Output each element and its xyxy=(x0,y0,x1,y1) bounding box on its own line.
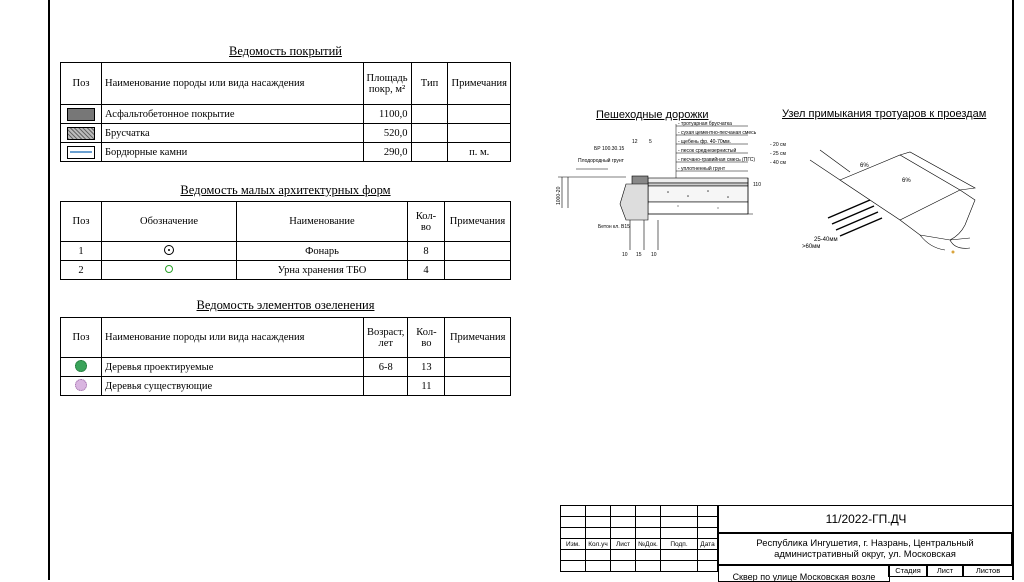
thickness-3: - 40 см xyxy=(770,160,786,166)
table-row: 2 Урна хранения ТБО 4 xyxy=(61,261,511,280)
curb-height-label: >60мм xyxy=(802,244,821,250)
thickness-2: - 25 см xyxy=(770,151,786,157)
layer-5-label: - песчано-гравийная смесь (ПГС) xyxy=(678,157,756,163)
dim-right: 110 xyxy=(753,182,761,188)
layer-1-label: - тротуарная брусчатка xyxy=(678,121,732,127)
table-row: Брусчатка 520,0 xyxy=(61,124,511,143)
junction-title: Узел примыкания тротуаров к проездам xyxy=(782,108,987,120)
soil-label: Плодородный грунт xyxy=(578,158,624,164)
frame-right-border xyxy=(1012,0,1014,580)
slope-label-2: 6% xyxy=(902,178,911,184)
dim-left: 1000-20 xyxy=(556,186,562,205)
table-row: Деревья существующие 11 xyxy=(61,377,511,396)
dim-top-1: 12 xyxy=(632,139,638,145)
layer-4-label: - песок среднезернистый xyxy=(678,148,737,154)
stamp-sheet-header: Лист xyxy=(926,565,964,577)
lamp-icon xyxy=(164,245,174,255)
urn-icon xyxy=(165,265,173,273)
kerb-label: БР 100.30.15 xyxy=(594,146,625,152)
col-name: Наименование породы или вида насаждения xyxy=(101,63,363,105)
layer-6-label: - уплотненный грунт xyxy=(678,166,726,172)
table-row: Деревья проектируемые 6-8 13 xyxy=(61,358,511,377)
path-section-title: Пешеходные дорожки xyxy=(596,109,709,121)
col-note: Примечания xyxy=(448,63,511,105)
path-section-drawing xyxy=(548,120,798,265)
dim-top-2: 5 xyxy=(649,139,652,145)
maf-table: Поз Обозначение Наименование Кол-во Примечания 1 Фонарь 8 2 Урна хранения ТБО 4 xyxy=(60,201,511,280)
coverings-table xyxy=(60,62,511,162)
stamp-revisions-grid: Изм. Кол.уч Лист №Док. Подп. Дата xyxy=(560,505,718,572)
col-area: Площадь покр, м² xyxy=(363,63,411,105)
curb-gap-label: 25-40мм xyxy=(814,237,838,243)
stamp-object: Сквер по улице Московская возле xyxy=(718,565,890,582)
greenery-title: Ведомость элементов озеленения xyxy=(196,298,375,312)
stamp-sheets-header: Листов xyxy=(962,565,1014,577)
junction-drawing xyxy=(800,140,1005,260)
layer-3-label: - щебень фр. 40-70мм. xyxy=(678,139,731,145)
dim-bottom-3: 10 xyxy=(651,252,657,258)
tree-existing-icon xyxy=(75,379,87,391)
table-row: Асфальтобетонное покрытие 1100,0 xyxy=(61,105,511,124)
slope-label-1: 6% xyxy=(860,163,869,169)
paving-swatch-icon xyxy=(67,127,95,140)
kerb-swatch-icon xyxy=(67,146,95,159)
concrete-label: Бетон кл. В15 xyxy=(598,224,630,230)
frame-left-border xyxy=(48,0,50,580)
stamp-stage-header: Стадия xyxy=(888,565,928,577)
col-pos: Поз xyxy=(61,63,102,105)
thickness-1: - 20 см xyxy=(770,142,786,148)
greenery-table: Поз Наименование породы или вида насаждения Возраст, лет Кол-во Примечания Деревья проектируемые 6-8 13 Деревья существующие 11 xyxy=(60,317,511,396)
layer-2-label: - сухая цементно-песчаная смесь xyxy=(678,130,757,136)
col-type: Тип xyxy=(411,63,448,105)
dim-bottom-1: 10 xyxy=(622,252,628,258)
table-row: Бордюрные камни 290,0 п. м. xyxy=(61,143,511,162)
asphalt-swatch-icon xyxy=(67,108,95,121)
stamp-address: Республика Ингушетия, г. Назрань, Центральный административный округ, ул. Московская xyxy=(718,532,1012,565)
dim-bottom-2: 15 xyxy=(636,252,642,258)
maf-title: Ведомость малых архитектурных форм xyxy=(180,183,391,197)
tree-new-icon xyxy=(75,360,87,372)
coverings-title: Ведомость покрытий xyxy=(229,44,342,58)
table-row: 1 Фонарь 8 xyxy=(61,242,511,261)
stamp-code: 11/2022-ГП.ДЧ xyxy=(718,505,1014,534)
